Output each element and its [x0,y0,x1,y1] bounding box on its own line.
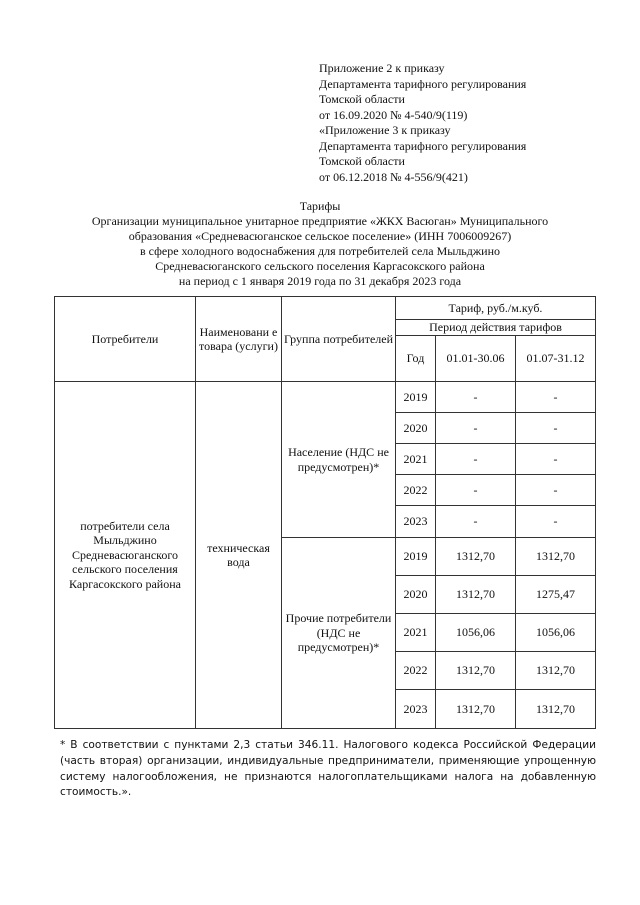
header-half-2: 01.07-31.12 [516,336,596,382]
group-other: Прочие потребители (НДС не предусмотрен)* [282,538,396,729]
year-cell: 2019 [396,382,436,413]
header-line: Департамента тарифного регулирования [319,138,527,153]
header-line: «Приложение 3 к приказу [319,123,451,137]
tariff-cell: 1312,70 [436,690,516,729]
consumer-cell: потребители села Мыльджино Средневасюганского сельского поселения Каргасокского района [55,382,196,729]
tariff-cell: 1312,70 [436,652,516,690]
title-line: в сфере холодного водоснабжения для потребителей села Мыльджино [139,244,501,258]
year-cell: 2023 [396,506,436,538]
tariff-cell: - [516,444,596,475]
tariff-cell: 1056,06 [516,614,596,652]
title-line: образования «Средневасюганское сельское поселение» (ИНН 7006009267) [128,229,512,243]
header-group: Группа потребителей [282,297,396,382]
tariff-cell: - [436,506,516,538]
title-line: на период с 1 января 2019 года по 31 декабря 2023 года [178,274,462,288]
year-cell: 2021 [396,614,436,652]
year-cell: 2022 [396,475,436,506]
tariff-cell: - [436,413,516,444]
tariff-cell: 1056,06 [436,614,516,652]
product-cell: техническая вода [196,382,282,729]
tariff-cell: - [516,475,596,506]
tariff-table [54,296,596,729]
year-cell: 2020 [396,576,436,614]
group-population: Население (НДС не предусмотрен)* [282,382,396,538]
footnote: * В соответствии с пунктами 2,3 статьи 346.11. Налогового кодекса Российской Федерации (часть вторая) организации, индивидуальные предприниматели, применяющие упрощенную систему налогообложения, не признаются налогоплательщиками налога на добавленную стоимость.». [60,739,596,799]
tariff-cell: 1275,47 [516,576,596,614]
header-line: Томской области [319,154,405,168]
document-title [40,199,600,289]
header-tariff: Тариф, руб./м.куб. [396,297,596,320]
tariff-cell: 1312,70 [436,576,516,614]
header-half-1: 01.01-30.06 [436,336,516,382]
title-line: Организации муниципальное унитарное предприятие «ЖКХ Васюган» Муниципального [91,214,549,228]
header-line: Департамента тарифного регулирования [319,76,527,91]
tariff-cell: - [516,413,596,444]
order-reference [319,61,526,185]
year-cell: 2023 [396,690,436,729]
title-line: Средневасюганского сельского поселения Каргасокского района [155,259,485,273]
header-line: Томской области [319,92,405,106]
header-line: от 06.12.2018 № 4-556/9(421) [319,169,468,184]
header-line: Приложение 2 к приказу [319,61,445,75]
tariff-cell: - [516,506,596,538]
tariff-cell: - [436,475,516,506]
title-line: Тарифы [299,199,341,213]
header-product: Наименовани е товара (услуги) [196,297,282,382]
year-cell: 2022 [396,652,436,690]
header-line: от 16.09.2020 № 4-540/9(119) [319,107,468,122]
header-period: Период действия тарифов [396,320,596,336]
year-cell: 2020 [396,413,436,444]
tariff-cell: 1312,70 [516,652,596,690]
tariff-cell: - [516,382,596,413]
tariff-cell: - [436,444,516,475]
tariff-cell: 1312,70 [516,538,596,576]
year-cell: 2019 [396,538,436,576]
tariff-cell: 1312,70 [516,690,596,729]
tariff-cell: 1312,70 [436,538,516,576]
year-cell: 2021 [396,444,436,475]
tariff-cell: - [436,382,516,413]
header-consumers: Потребители [55,297,196,382]
header-year: Год [396,336,436,382]
